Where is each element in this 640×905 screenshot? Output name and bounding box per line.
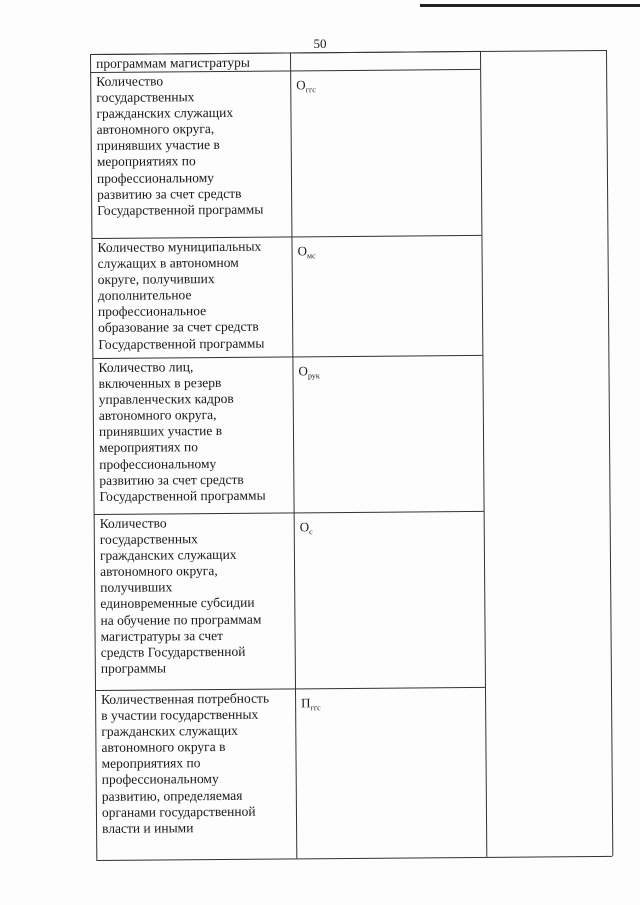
indicator-table [90, 50, 612, 860]
table-row [94, 511, 485, 691]
indicator-symbol: $О_{мс}$ [297, 243, 316, 261]
indicator-name: Количество государственных гражданских служащих автономного округа, принявших участие в мероприятиях по профессиональному развитию за счет средств Государственной программы [96, 73, 264, 218]
table-right-border [606, 50, 613, 856]
table-row [95, 687, 486, 861]
table-row [91, 235, 482, 359]
indicator-name: Количество государственных гражданских служащих автономного округа, получивших единовременные субсидии на обучение по программам магистратуры за счет средств Государственной программы [99, 515, 262, 676]
indicator-name: Количество лиц, включенных в резерв управленческих кадров автономного округа, принявших участие в мероприятиях по профессиональному развитию за счет средств Государственной программы [98, 359, 266, 504]
indicator-symbol: $О_{ггс}$ [296, 77, 316, 95]
indicator-name: Количественная потребность в участии государственных гражданских служащих автономного округа в мероприятиях по профессиональному развитию, определяемая органами государственной власти и иными [101, 690, 270, 836]
indicator-symbol: $О_{рук}$ [298, 363, 320, 381]
indicator-symbol: $О_с$ [299, 519, 313, 537]
scan-edge-line [420, 4, 640, 7]
indicator-name: программам магистратуры [96, 54, 250, 71]
table-row [92, 355, 483, 515]
indicator-symbol: $П_{ггс}$ [301, 695, 321, 713]
indicator-name: Количество муниципальных служащих в автономном округе, получивших дополнительное профессиональное образование за счет средств Государственной программы [97, 238, 265, 352]
page-number: 50 [313, 36, 327, 51]
table-row [90, 69, 481, 239]
